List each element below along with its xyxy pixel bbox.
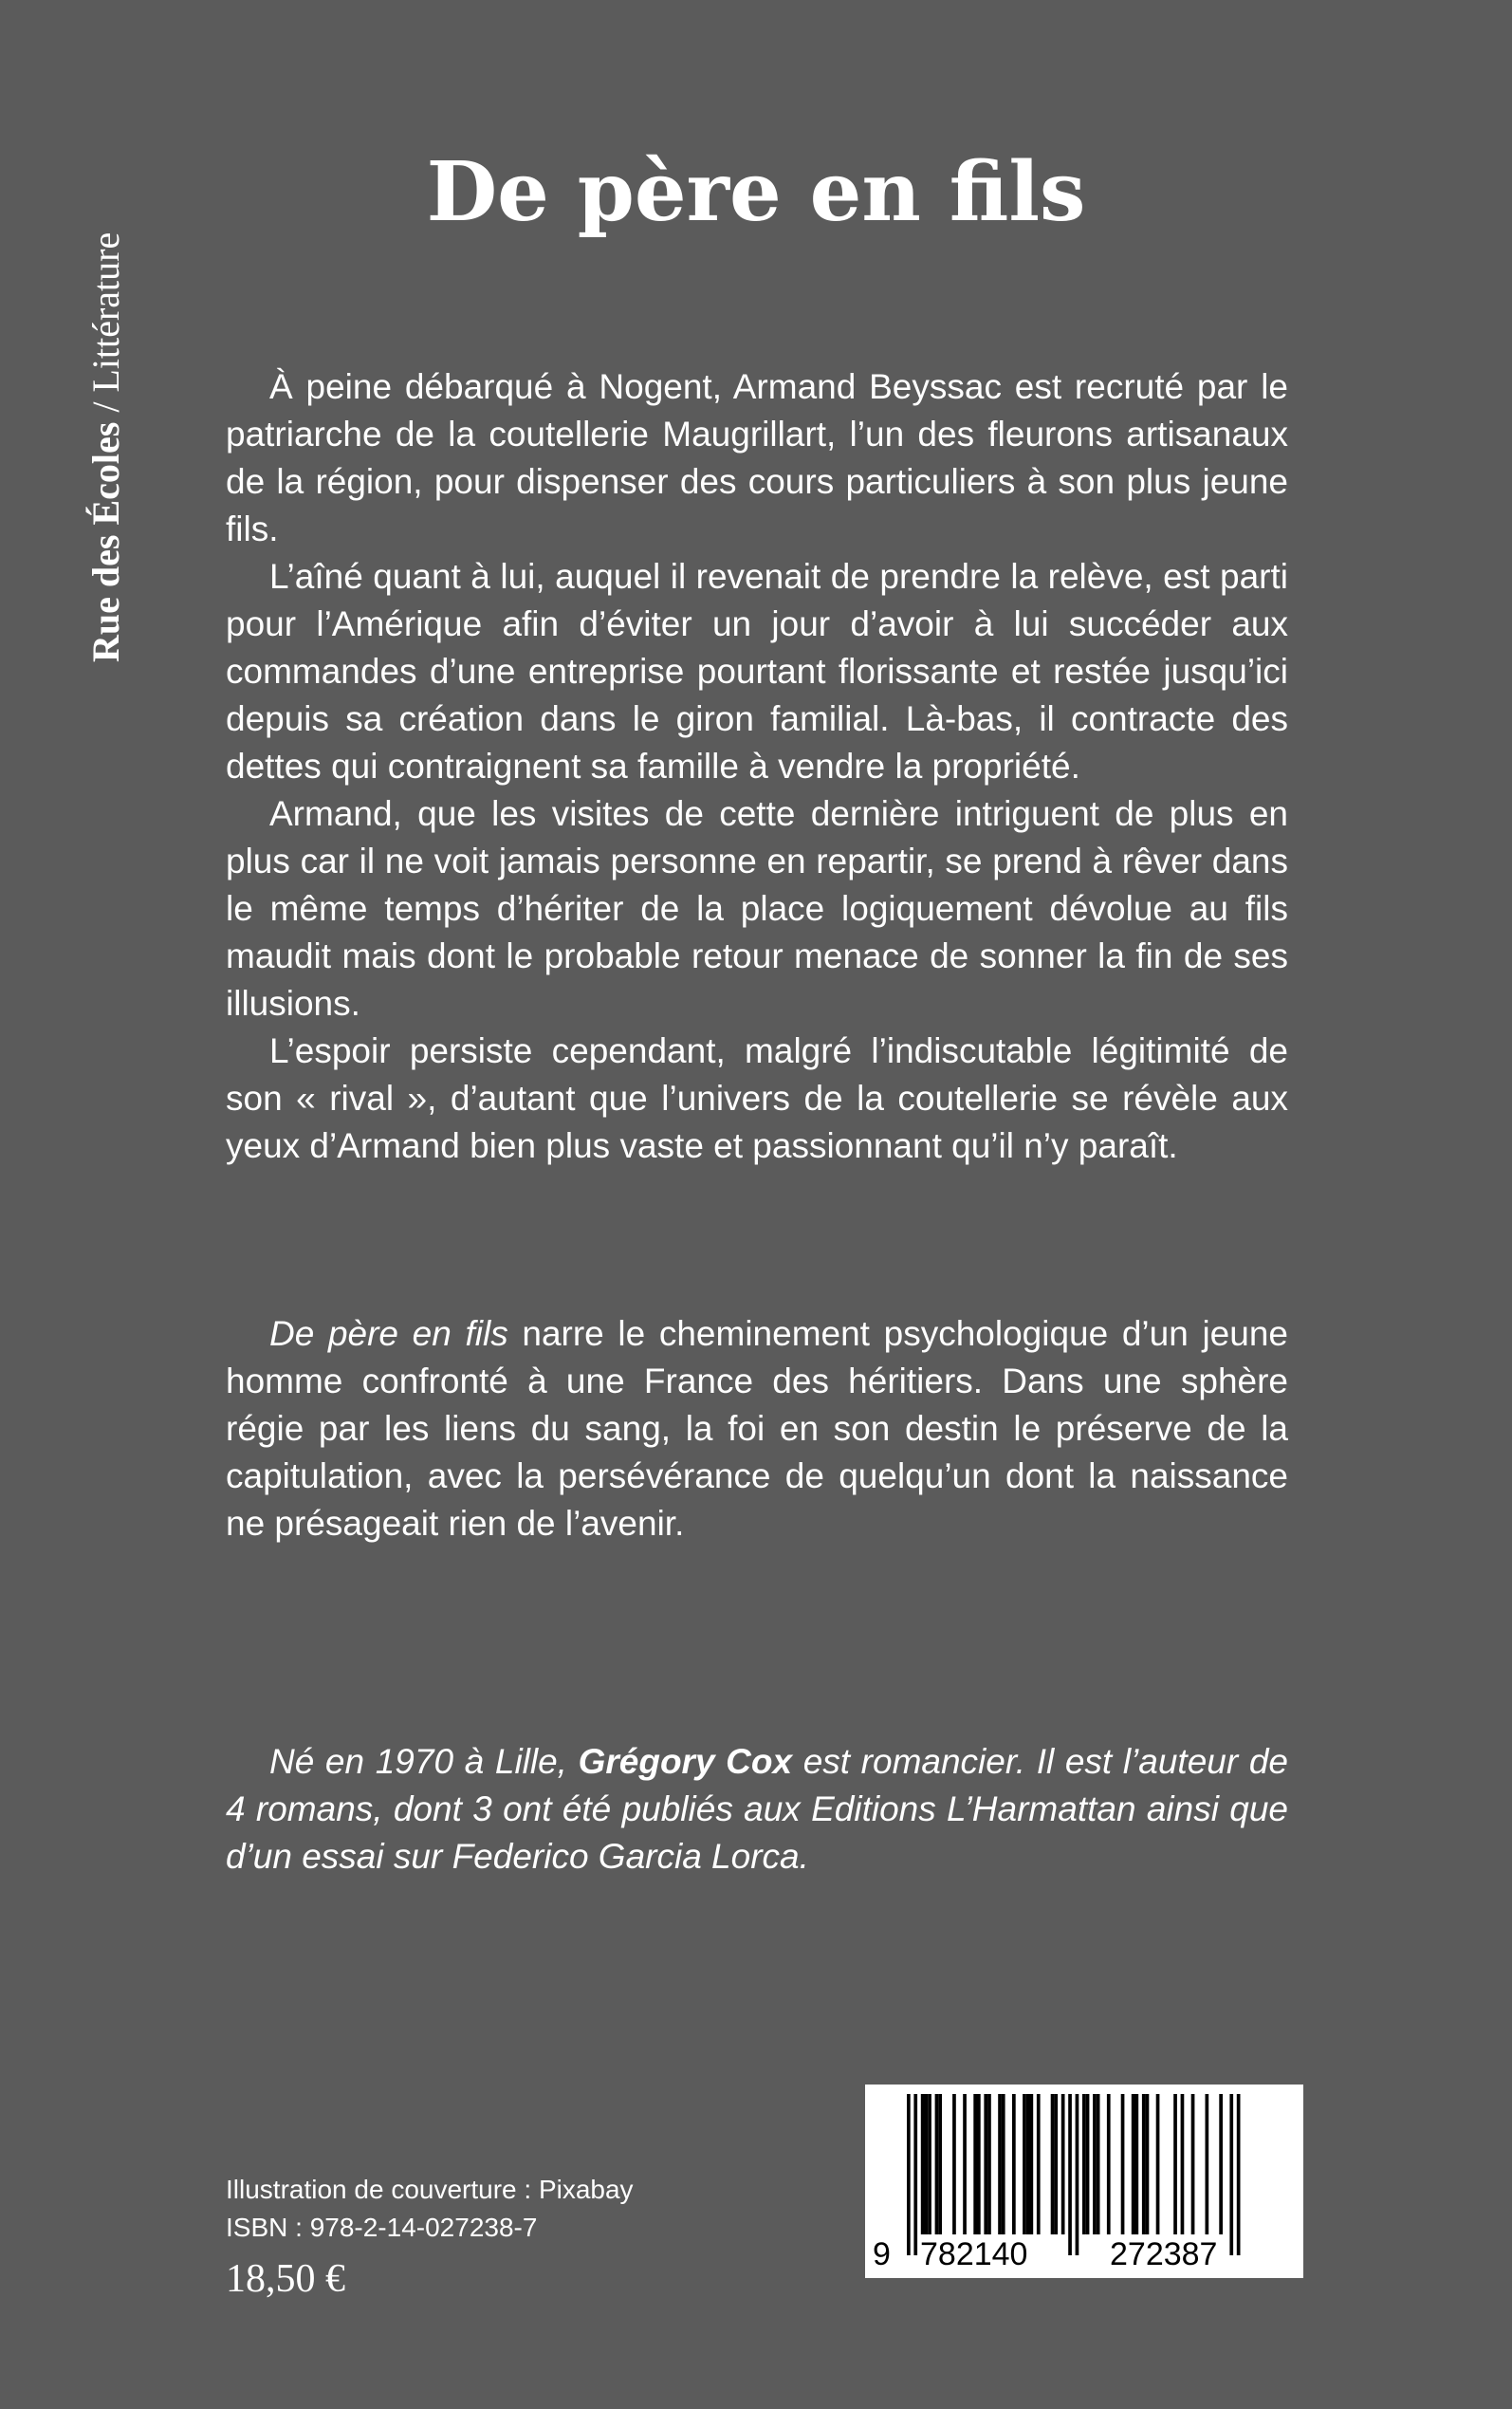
summary-paragraph: Armand, que les visites de cette dernière intriguent de plus en plus car il ne voit jamais personne en repartir, se prend à rêver dans le même temps d’hériter de la place logiquement dévolue au fils maudit mais dont le probable retour menace de sonner la fin de ses illusions.: [226, 794, 1288, 1023]
barcode-guard-bar: [1237, 2094, 1241, 2255]
credits-block: [226, 2171, 634, 2306]
author-bio: [226, 1738, 1288, 1881]
barcode-bar: [1030, 2094, 1034, 2234]
author-paragraph: [226, 1738, 1288, 1881]
author-name: Grégory Cox: [578, 1742, 793, 1781]
pitch-text: [226, 1310, 1288, 1547]
summary-paragraph: L’espoir persiste cependant, malgré l’indiscutable légitimité de son « rival », d’autant que l’univers de la coutellerie se révèle aux yeux d’Armand bien plus vaste et passionnant qu’il n’y paraît.: [226, 1031, 1288, 1165]
barcode-guard-bar: [1229, 2094, 1233, 2255]
barcode-bar: [1097, 2094, 1100, 2234]
pitch-book-title: De père en fils: [269, 1314, 508, 1353]
barcode-bar: [1191, 2094, 1195, 2234]
barcode-bar: [952, 2094, 956, 2234]
barcode-bar: [925, 2094, 929, 2234]
pitch-body: narre le cheminement psychologique d’un jeune homme confronté à une France des héritiers. Dans une sphère régie par les liens du sang, la foi en son destin le préserve de la capitulation, avec la persévérance de quelqu’un dont la naissance ne présageait rien de l’avenir.: [226, 1314, 1288, 1543]
book-title: De père en fils: [426, 144, 1086, 240]
series-name: Rue des Écoles: [84, 421, 127, 662]
barcode-bar: [984, 2094, 987, 2234]
genre-name: Littérature: [84, 232, 127, 393]
barcode-bar: [1206, 2094, 1209, 2234]
summary-paragraph: À peine débarqué à Nogent, Armand Beyssac est recruté par le patriarche de la coutellerie Maugrillart, l’un des fleurons artisanaux de la région, pour dispenser des cours particuliers à son plus jeune fils.: [226, 367, 1288, 548]
barcode-guard-bar: [907, 2094, 911, 2255]
author-prefix: Né en 1970 à Lille,: [269, 1742, 579, 1781]
pitch-paragraph: [226, 1310, 1288, 1547]
barcode-bar: [1037, 2094, 1041, 2234]
barcode-bar: [1142, 2094, 1146, 2234]
barcode-right-digits: 272387: [1110, 2236, 1218, 2272]
illustration-credit: Illustration de couverture : Pixabay: [226, 2175, 634, 2204]
barcode-bar: [1002, 2094, 1005, 2234]
barcode-bar: [1156, 2094, 1160, 2234]
barcode-bar: [1132, 2094, 1135, 2234]
barcode: [865, 2085, 1303, 2278]
barcode-bar: [1219, 2094, 1223, 2234]
barcode-bar: [1173, 2094, 1177, 2234]
barcode-bar: [928, 2094, 931, 2234]
barcode-bar: [1054, 2094, 1058, 2234]
author-suffix: est romancier. Il est l’auteur de 4 romans, dont 3 ont été publiés aux Editions L’Harmattan ainsi que d’un essai sur Federico Garcia Lorca.: [226, 1742, 1288, 1876]
barcode-bar: [935, 2094, 939, 2234]
barcode-bar: [1012, 2094, 1016, 2234]
barcode-bar: [921, 2094, 925, 2234]
barcode-bar: [963, 2094, 967, 2234]
summary-text: [226, 363, 1288, 1170]
barcode-bar: [1023, 2094, 1026, 2234]
barcode-bar: [973, 2094, 977, 2234]
barcode-left-digits: 782140: [920, 2236, 1028, 2272]
barcode-first-digit: 9: [873, 2236, 891, 2272]
barcode-bar: [1082, 2094, 1086, 2234]
barcode-bar: [1086, 2094, 1090, 2234]
barcode-bar: [977, 2094, 981, 2234]
barcode-bar: [987, 2094, 991, 2234]
barcode-bar: [1051, 2094, 1055, 2234]
barcode-bar: [1135, 2094, 1139, 2234]
barcode-bar: [1181, 2094, 1185, 2234]
barcode-guard-bar: [913, 2094, 917, 2255]
barcode-guard-bar: [1076, 2094, 1079, 2255]
barcode-bar: [1121, 2094, 1125, 2234]
barcode-bar: [1107, 2094, 1111, 2234]
price: 18,50 €: [226, 2257, 345, 2301]
isbn-number: ISBN : 978-2-14-027238-7: [226, 2213, 538, 2242]
barcode-bar: [1061, 2094, 1065, 2234]
spine-separator: /: [84, 392, 127, 422]
barcode-bar: [1026, 2094, 1030, 2234]
barcode-bar: [1093, 2094, 1097, 2234]
barcode-bar: [998, 2094, 1002, 2234]
barcode-bar: [1146, 2094, 1150, 2234]
barcode-guard-bar: [1068, 2094, 1072, 2255]
summary-paragraph: L’aîné quant à lui, auquel il revenait de prendre la relève, est parti pour l’Amérique afin d’éviter un jour d’avoir à lui succéder aux commandes d’une entreprise pourtant florissante et restée jusqu’ici depuis sa création dans le giron familial. Là-bas, il contracte des dettes qui contraignent sa famille à vendre la propriété.: [226, 557, 1288, 786]
barcode-bar: [938, 2094, 942, 2234]
